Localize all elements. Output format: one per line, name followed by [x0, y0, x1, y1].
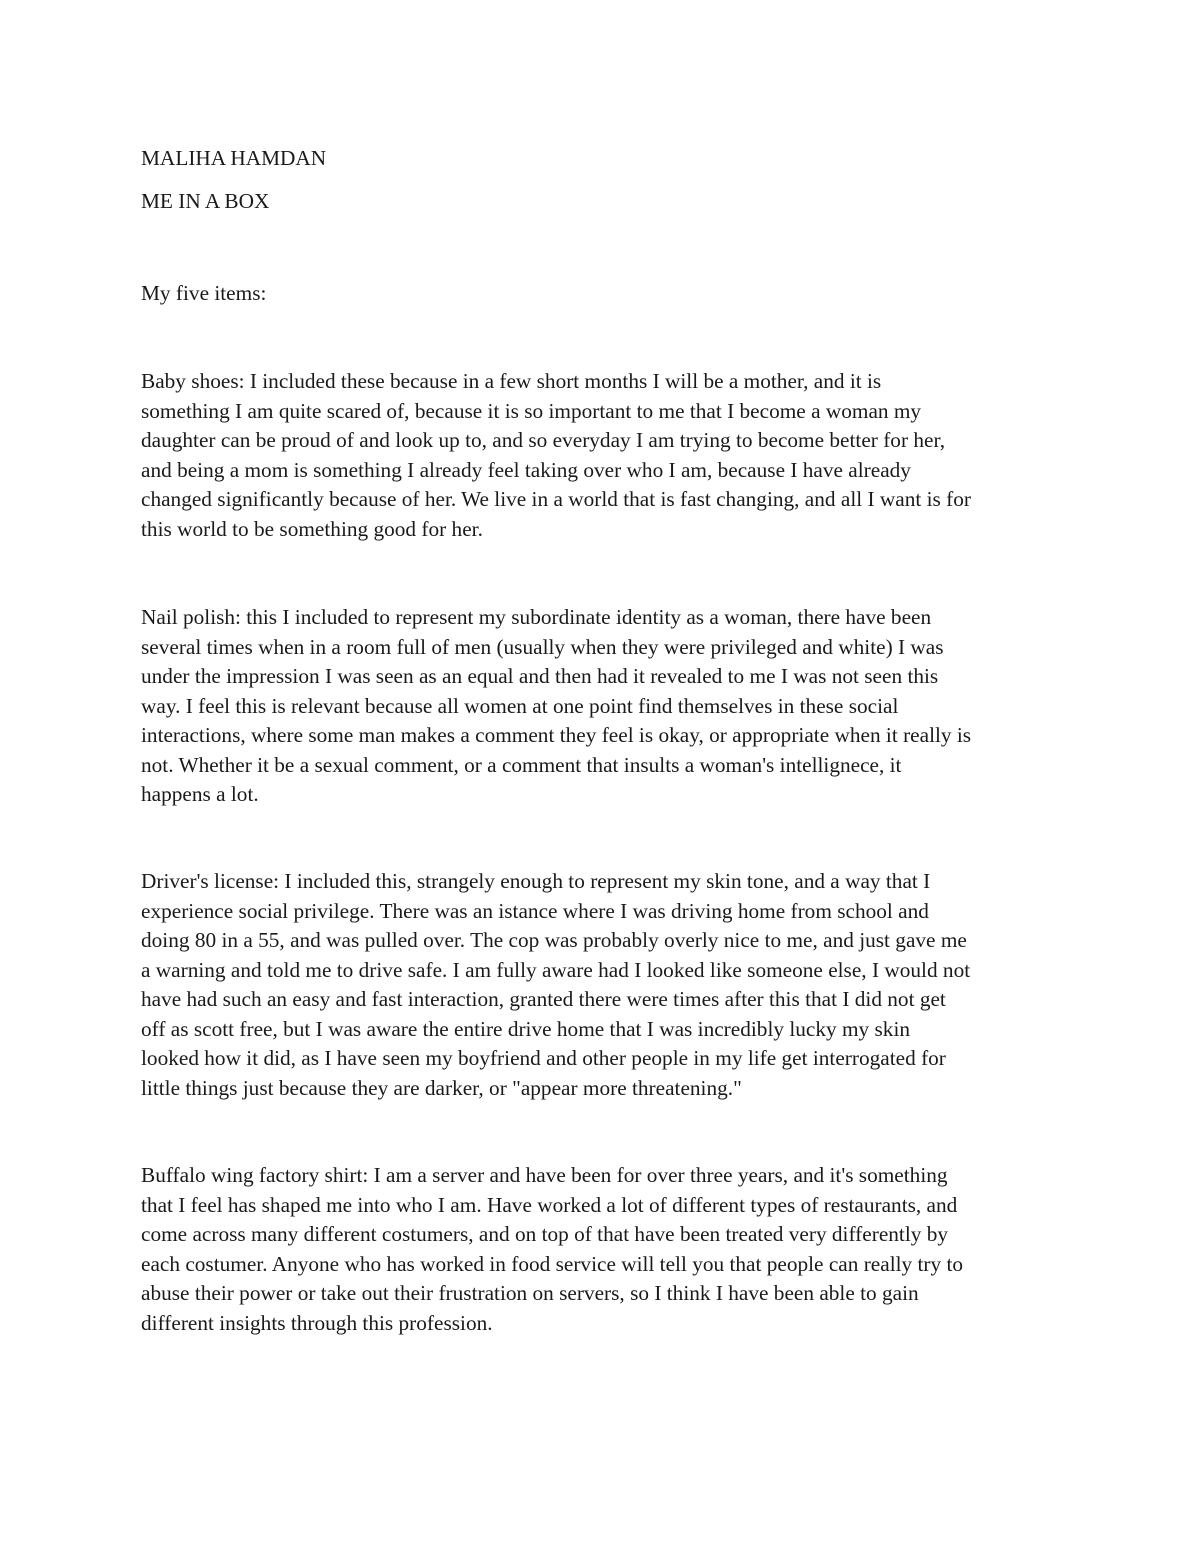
document-title: ME IN A BOX: [141, 189, 270, 213]
paragraph-line: little things just because they are darker, or "appear more threatening.": [141, 1075, 742, 1100]
paragraph-line: way. I feel this is relevant because all women at one point find themselves in these social: [141, 693, 899, 718]
paragraph-line: several times when in a room full of men (usually when they were privileged and white) I was: [141, 634, 944, 659]
items-intro: My five items:: [141, 281, 267, 305]
paragraph-line: Baby shoes: I included these because in a few short months I will be a mother, and it is: [141, 369, 882, 393]
paragraph-line: happens a lot.: [141, 782, 259, 806]
paragraph-baby-shoes: [141, 367, 1081, 544]
paragraph-line: Buffalo wing factory shirt: I am a server and have been for over three years, and it's something: [141, 1163, 948, 1187]
paragraph-line: not. Whether it be a sexual comment, or a comment that insults a woman's intellignece, it: [141, 752, 902, 777]
paragraph-line: Driver's license: I included this, strangely enough to represent my skin tone, and a way that I: [141, 869, 931, 893]
paragraph-line: looked how it did, as I have seen my boyfriend and other people in my life get interrogated for: [141, 1046, 946, 1070]
paragraph-line: have had such an easy and fast interaction, granted there were times after this that I did not get: [141, 987, 946, 1011]
paragraph-line: a warning and told me to drive safe. I am fully aware had I looked like someone else, I would not: [141, 957, 971, 982]
paragraph-buffalo-wing-shirt: [141, 1161, 1081, 1338]
paragraph-line: changed significantly because of her. We live in a world that is fast changing, and all I want is for: [141, 487, 971, 511]
paragraph-line: this world to be something good for her.: [141, 516, 483, 541]
paragraph-line: Nail polish: this I included to represent my subordinate identity as a woman, there have been: [141, 605, 932, 629]
paragraph-line: each costumer. Anyone who has worked in food service will tell you that people can really try to: [141, 1251, 964, 1276]
paragraph-line: off as scott free, but I was aware the entire drive home that I was incredibly lucky my skin: [141, 1016, 911, 1041]
paragraph-line: daughter can be proud of and look up to, and so everyday I am trying to become better for her,: [141, 428, 946, 452]
paragraph-line: and being a mom is something I already feel taking over who I am, because I have already: [141, 457, 911, 482]
paragraph-line: doing 80 in a 55, and was pulled over. The cop was probably overly nice to me, and just gave me: [141, 928, 967, 952]
paragraph-line: different insights through this profession.: [141, 1310, 493, 1335]
paragraph-nail-polish: [141, 603, 1081, 810]
paragraph-line: under the impression I was seen as an equal and then had it revealed to me I was not seen this: [141, 664, 939, 688]
paragraph-line: interactions, where some man makes a comment they feel is okay, or appropriate when it really is: [141, 723, 972, 747]
paragraph-line: abuse their power or take out their frustration on servers, so I think I have been able to gain: [141, 1281, 919, 1305]
author-name: MALIHA HAMDAN: [141, 146, 327, 170]
paragraph-line: come across many different costumers, and on top of that have been treated very differently by: [141, 1222, 949, 1246]
paragraph-line: something I am quite scared of, because it is so important to me that I become a woman my: [141, 398, 922, 423]
paragraph-line: that I feel has shaped me into who I am. Have worked a lot of different types of restaurants, and: [141, 1192, 958, 1217]
paragraph-drivers-license: [141, 867, 1081, 1103]
paragraph-line: experience social privilege. There was an istance where I was driving home from school and: [141, 898, 929, 923]
